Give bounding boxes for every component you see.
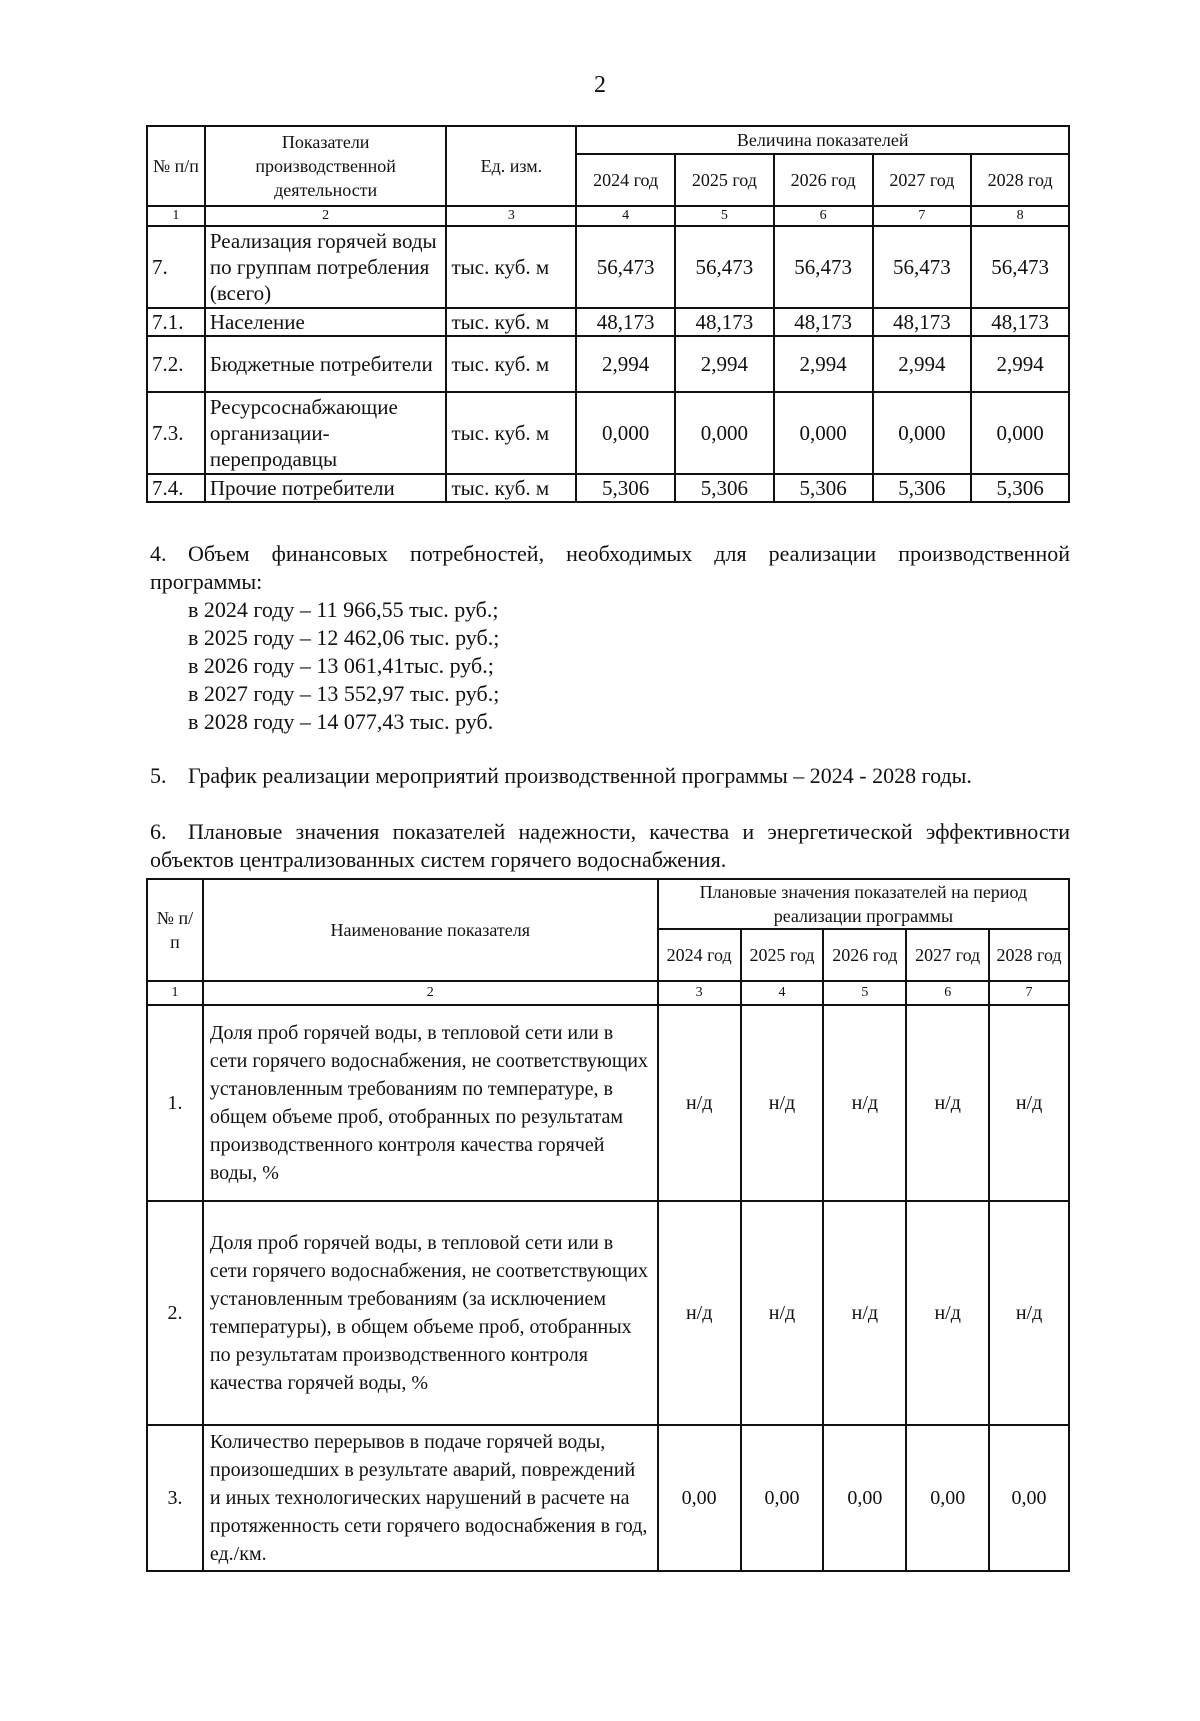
row-name: Доля проб горячей воды, в тепловой сети или в сети горячего водоснабжения, не соответствующих установленным требованиям (за исключением температуры), в общем объеме проб, отобранных по результатам производственного контроля качества горячей воды, % bbox=[203, 1201, 658, 1425]
row-num: 7. bbox=[147, 226, 205, 308]
index-cell: 4 bbox=[576, 206, 675, 226]
row-value: 48,173 bbox=[971, 308, 1069, 336]
section-5-text: График реализации мероприятий производственной программы – 2024 - 2028 годы. bbox=[188, 763, 972, 788]
row-num: 1. bbox=[147, 1005, 203, 1201]
row-value: 2,994 bbox=[675, 336, 774, 392]
table-row bbox=[147, 1201, 1069, 1425]
row-value: н/д bbox=[906, 1201, 989, 1425]
header-year: 2027 год bbox=[906, 929, 989, 981]
row-num: 3. bbox=[147, 1425, 203, 1571]
row-value: 2,994 bbox=[873, 336, 972, 392]
index-cell: 3 bbox=[658, 981, 741, 1005]
row-value: н/д bbox=[658, 1201, 741, 1425]
row-value: 56,473 bbox=[576, 226, 675, 308]
row-value: 5,306 bbox=[774, 474, 873, 502]
row-unit: тыс. куб. м bbox=[446, 308, 576, 336]
header-values-group: Величина показателей bbox=[576, 126, 1069, 154]
index-cell: 4 bbox=[741, 981, 824, 1005]
row-name: Количество перерывов в подаче горячей воды, произошедших в результате аварий, повреждений и иных технологических нарушений в расчете на протяженность сети горячего водоснабжения в год, ед./км. bbox=[203, 1425, 658, 1571]
index-cell: 8 bbox=[971, 206, 1069, 226]
row-name: Население bbox=[205, 308, 447, 336]
row-value: н/д bbox=[658, 1005, 741, 1201]
row-name: Доля проб горячей воды, в тепловой сети или в сети горячего водоснабжения, не соответствующих установленным требованиям по температуре, в общем объеме проб, отобранных по результатам производственного контроля качества горячей воды, % bbox=[203, 1005, 658, 1201]
row-value: 5,306 bbox=[873, 474, 972, 502]
index-cell: 7 bbox=[989, 981, 1069, 1005]
header-year: 2026 год bbox=[823, 929, 906, 981]
index-row bbox=[147, 206, 1069, 226]
header-num: № п/п bbox=[147, 879, 203, 981]
table-row bbox=[147, 226, 1069, 308]
row-value: 0,000 bbox=[971, 392, 1069, 474]
table-row bbox=[147, 1005, 1069, 1201]
section-4-item: в 2024 году – 11 966,55 тыс. руб.; bbox=[188, 597, 499, 622]
row-unit: тыс. куб. м bbox=[446, 474, 576, 502]
row-name: Реализация горячей воды по группам потребления (всего) bbox=[205, 226, 447, 308]
header-year: 2024 год bbox=[576, 154, 675, 206]
row-value: 5,306 bbox=[576, 474, 675, 502]
row-value: н/д bbox=[906, 1005, 989, 1201]
row-value: 0,00 bbox=[741, 1425, 824, 1571]
row-name: Ресурсоснабжающие организации-перепродавцы bbox=[205, 392, 447, 474]
index-cell: 3 bbox=[446, 206, 576, 226]
header-year: 2026 год bbox=[774, 154, 873, 206]
section-4-text: Объем финансовых потребностей, необходимых для реализации производственной программы: bbox=[150, 541, 1070, 594]
table-row bbox=[147, 308, 1069, 336]
row-num: 7.1. bbox=[147, 308, 205, 336]
table-row bbox=[147, 336, 1069, 392]
header-year: 2028 год bbox=[971, 154, 1069, 206]
row-value: 0,00 bbox=[906, 1425, 989, 1571]
row-value: 56,473 bbox=[971, 226, 1069, 308]
row-value: 0,00 bbox=[823, 1425, 906, 1571]
section-4-item: в 2027 году – 13 552,97 тыс. руб.; bbox=[188, 681, 500, 706]
index-cell: 2 bbox=[203, 981, 658, 1005]
index-cell: 2 bbox=[205, 206, 447, 226]
row-value: 0,000 bbox=[774, 392, 873, 474]
row-unit: тыс. куб. м bbox=[446, 226, 576, 308]
row-num: 7.4. bbox=[147, 474, 205, 502]
section-5 bbox=[150, 762, 1070, 790]
row-value: 2,994 bbox=[971, 336, 1069, 392]
row-value: 48,173 bbox=[576, 308, 675, 336]
section-6-label: 6. bbox=[150, 819, 167, 844]
table-row bbox=[147, 474, 1069, 502]
row-unit: тыс. куб. м bbox=[446, 392, 576, 474]
index-cell: 6 bbox=[774, 206, 873, 226]
index-cell: 1 bbox=[147, 206, 205, 226]
row-value: 2,994 bbox=[774, 336, 873, 392]
index-cell: 5 bbox=[823, 981, 906, 1005]
row-value: 56,473 bbox=[675, 226, 774, 308]
row-unit: тыс. куб. м bbox=[446, 336, 576, 392]
row-value: н/д bbox=[989, 1005, 1069, 1201]
row-value: 48,173 bbox=[774, 308, 873, 336]
row-value: н/д bbox=[741, 1005, 824, 1201]
row-value: н/д bbox=[989, 1201, 1069, 1425]
row-value: 2,994 bbox=[576, 336, 675, 392]
header-year: 2028 год bbox=[989, 929, 1069, 981]
table-row bbox=[147, 392, 1069, 474]
row-num: 7.2. bbox=[147, 336, 205, 392]
section-6 bbox=[150, 818, 1070, 874]
row-value: 48,173 bbox=[873, 308, 972, 336]
header-year: 2025 год bbox=[675, 154, 774, 206]
production-indicators-table bbox=[146, 125, 1070, 503]
header-year: 2027 год bbox=[873, 154, 972, 206]
section-4-label: 4. bbox=[150, 541, 167, 566]
row-value: н/д bbox=[741, 1201, 824, 1425]
row-value: 5,306 bbox=[971, 474, 1069, 502]
row-num: 2. bbox=[147, 1201, 203, 1425]
header-unit: Ед. изм. bbox=[446, 126, 576, 206]
row-value: 0,000 bbox=[675, 392, 774, 474]
header-values-group: Плановые значения показателей на период реализации программы bbox=[658, 879, 1069, 929]
index-cell: 1 bbox=[147, 981, 203, 1005]
index-row bbox=[147, 981, 1069, 1005]
row-value: 48,173 bbox=[675, 308, 774, 336]
section-4 bbox=[150, 540, 1070, 736]
row-value: 56,473 bbox=[873, 226, 972, 308]
section-4-item: в 2028 году – 14 077,43 тыс. руб. bbox=[188, 709, 494, 734]
index-cell: 7 bbox=[873, 206, 972, 226]
table-row bbox=[147, 1425, 1069, 1571]
section-5-label: 5. bbox=[150, 763, 167, 788]
index-cell: 5 bbox=[675, 206, 774, 226]
row-value: н/д bbox=[823, 1005, 906, 1201]
header-year: 2024 год bbox=[658, 929, 741, 981]
header-indicators: Показатели производственной деятельности bbox=[205, 126, 447, 206]
row-value: н/д bbox=[823, 1201, 906, 1425]
row-value: 0,00 bbox=[989, 1425, 1069, 1571]
row-value: 56,473 bbox=[774, 226, 873, 308]
index-cell: 6 bbox=[906, 981, 989, 1005]
header-name: Наименование показателя bbox=[203, 879, 658, 981]
section-6-text: Плановые значения показателей надежности, качества и энергетической эффективности объектов централизованных систем горячего водоснабжения. bbox=[150, 819, 1070, 872]
header-num: № п/п bbox=[147, 126, 205, 206]
row-value: 0,000 bbox=[873, 392, 972, 474]
row-value: 5,306 bbox=[675, 474, 774, 502]
row-name: Бюджетные потребители bbox=[205, 336, 447, 392]
row-value: 0,00 bbox=[658, 1425, 741, 1571]
header-year: 2025 год bbox=[741, 929, 824, 981]
row-name: Прочие потребители bbox=[205, 474, 447, 502]
section-4-item: в 2025 году – 12 462,06 тыс. руб.; bbox=[188, 625, 500, 650]
section-4-item: в 2026 году – 13 061,41тыс. руб.; bbox=[188, 653, 494, 678]
reliability-indicators-table bbox=[146, 878, 1070, 1572]
row-value: 0,000 bbox=[576, 392, 675, 474]
row-num: 7.3. bbox=[147, 392, 205, 474]
page-number: 2 bbox=[594, 72, 606, 98]
